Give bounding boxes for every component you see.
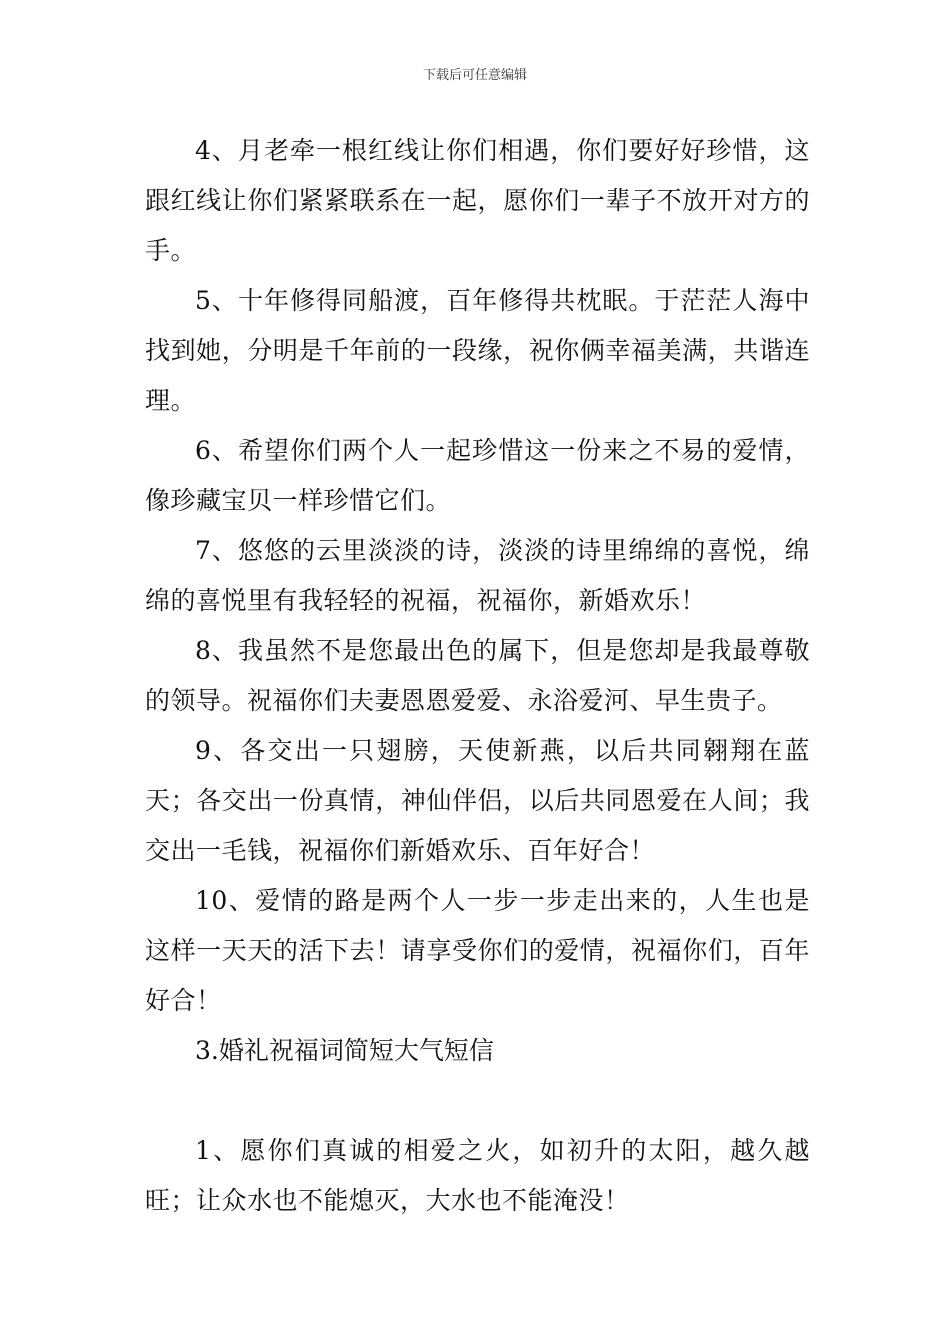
paragraph-10: 10、爱情的路是两个人一步一步走出来的，人生也是这样一天天的活下去！请享受你们的爱情，祝福你们，百年好合！ bbox=[145, 886, 810, 1015]
section-spacer bbox=[145, 1076, 810, 1126]
paragraph-1: 1、愿你们真诚的相爱之火，如初升的太阳，越久越旺；让众水也不能熄灭，大水也不能淹没！ bbox=[145, 1136, 810, 1215]
paragraph-9: 9、各交出一只翅膀，天使新燕，以后共同翱翔在蓝天；各交出一份真情，神仙伴侣，以后共同恩爱在人间；我交出一毛钱，祝福你们新婚欢乐、百年好合！ bbox=[145, 736, 810, 865]
paragraph-5: 5、十年修得同船渡，百年修得共枕眠。于茫茫人海中找到她，分明是千年前的一段缘，祝你俩幸福美满，共谐连理。 bbox=[145, 286, 810, 415]
page-header-note: 下载后可任意编辑 bbox=[422, 68, 527, 83]
paragraph-6: 6、希望你们两个人一起珍惜这一份来之不易的爱情，像珍藏宝贝一样珍惜它们。 bbox=[145, 436, 810, 515]
paragraph-4: 4、月老牵一根红线让你们相遇，你们要好好珍惜，这跟红线让你们紧紧联系在一起，愿你们一辈子不放开对方的手。 bbox=[145, 136, 810, 265]
document-body bbox=[145, 126, 810, 1226]
paragraph-8: 8、我虽然不是您最出色的属下，但是您却是我最尊敬的领导。祝福你们夫妻恩恩爱爱、永浴爱河、早生贵子。 bbox=[145, 636, 810, 715]
paragraph-7: 7、悠悠的云里淡淡的诗，淡淡的诗里绵绵的喜悦，绵绵的喜悦里有我轻轻的祝福，祝福你，新婚欢乐！ bbox=[145, 536, 810, 615]
section-heading: 3.婚礼祝福词简短大气短信 bbox=[195, 1036, 494, 1065]
